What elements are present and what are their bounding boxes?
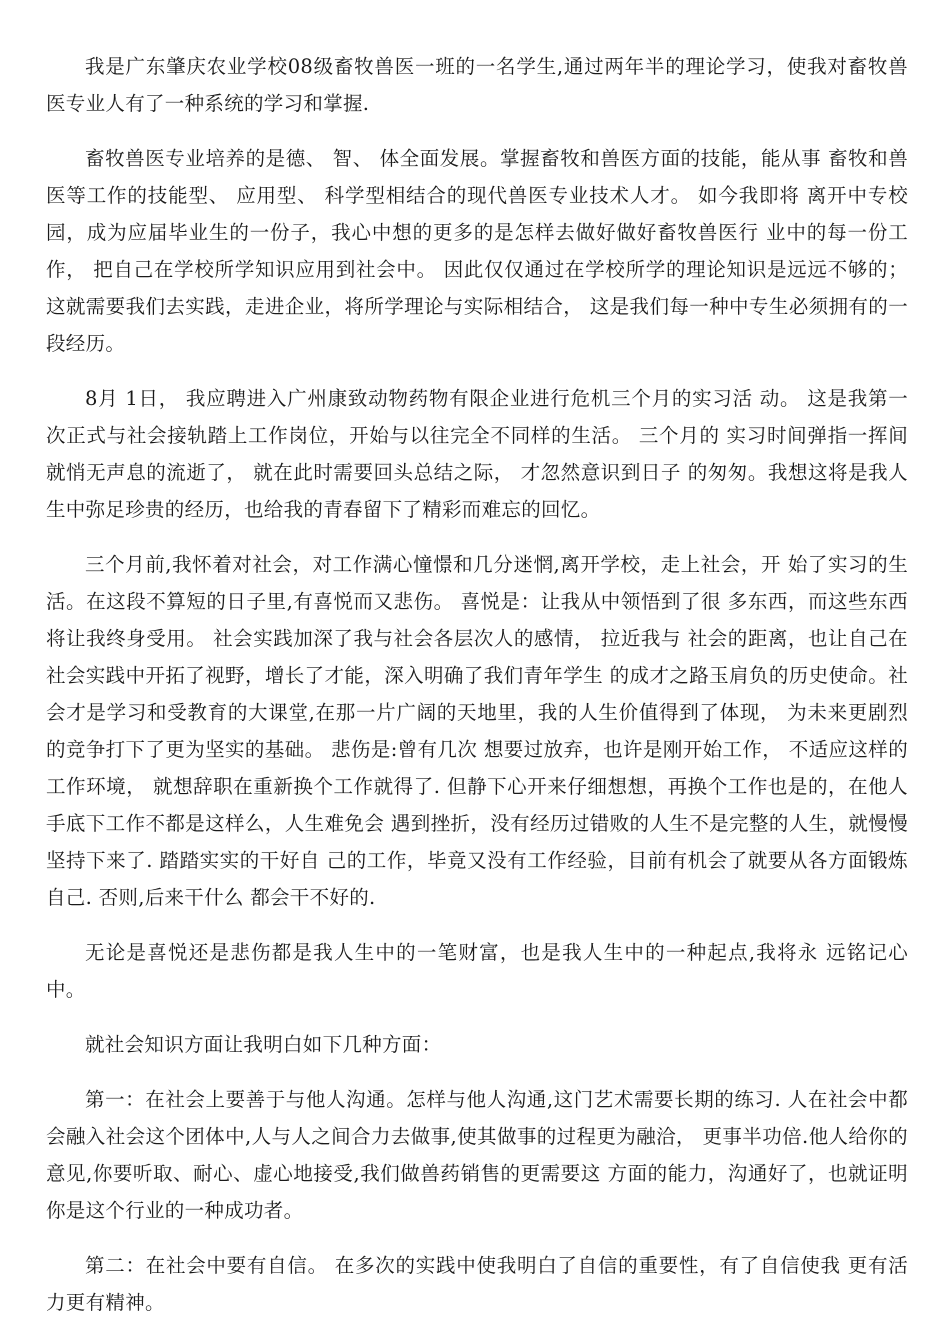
paragraph-point-two-confidence: 第二：在社会中要有自信。 在多次的实践中使我明白了自信的重要性，有了自信使我 更有活力更有精神。 xyxy=(46,1254,908,1314)
paragraph-internship-start: 8月 1日， 我应聘进入广州康致动物药物有限企业进行危机三个月的实习活 动。 这是我第一次正式与社会接轨踏上工作岗位，开始与以往完全不同样的生活。 三个月的 实习时间弹指一挥间就悄无声息的流逝了， 就在此时需要回头总结之际， 才忽然意识到日子 的匆匆。我想这将是我人生中弥足珍贵的经历，也给我的青春留下了精彩而难忘的回忆。 xyxy=(46,387,908,521)
paragraph-social-knowledge-intro: 就社会知识方面让我明白如下几种方面： xyxy=(85,1033,442,1056)
document-page xyxy=(46,48,908,1339)
paragraph-introduction: 我是广东肇庆农业学校08级畜牧兽医一班的一名学生,通过两年半的理论学习，使我对畜牧兽医专业人有了一种系统的学习和掌握. xyxy=(46,55,908,115)
paragraph-major-training: 畜牧兽医专业培养的是德、 智、 体全面发展。掌握畜牧和兽医方面的技能，能从事 畜牧和兽医等工作的技能型、 应用型、 科学型相结合的现代兽医专业技术人才。 如今我即将 离开中专校园，成为应届毕业生的一份子，我心中想的更多的是怎样去做好做好畜牧兽医行 业中的每一份工作， 把自己在学校所学知识应用到社会中。 因此仅仅通过在学校所学的理论知识是远远不够的；这就需要我们去实践，走进企业，将所学理论与实际相结合， 这是我们每一种中专生必须拥有的一段经历。 xyxy=(46,147,908,355)
paragraph-wealth: 无论是喜悦还是悲伤都是我人生中的一笔财富，也是我人生中的一种起点,我将永 远铭记心中。 xyxy=(46,941,908,1001)
paragraph-joy-and-sorrow: 三个月前,我怀着对社会，对工作满心憧憬和几分迷惘,离开学校，走上社会，开 始了实习的生活。在这段不算短的日子里,有喜悦而又悲伤。 喜悦是：让我从中领悟到了很 多东西，而这些东西将让我终身受用。 社会实践加深了我与社会各层次人的感情， 拉近我与 社会的距离，也让自己在社会实践中开拓了视野，增长了才能，深入明确了我们青年学生 的成才之路玉肩负的历史使命。社会才是学习和受教育的大课堂,在那一片广阔的天地里，我的人生价值得到了体现， 为未来更剧烈的竞争打下了更为坚实的基础。 悲伤是:曾有几次 想要过放弃，也许是刚开始工作， 不适应这样的工作环境， 就想辞职在重新换个工作就得了. 但静下心开来仔细想想，再换个工作也是的，在他人手底下工作不都是这样么，人生难免会 遇到挫折，没有经历过错败的人生不是完整的人生，就慢慢坚持下来了. 踏踏实实的干好自 己的工作，毕竟又没有工作经验，目前有机会了就要从各方面锻炼自己. 否则,后来干什么 都会干不好的. xyxy=(46,553,908,909)
paragraph-point-one-communication: 第一：在社会上要善于与他人沟通。怎样与他人沟通,这门艺术需要长期的练习. 人在社会中都会融入社会这个团体中,人与人之间合力去做事,使其做事的过程更为融洽， 更事半功倍.他人给你的意见,你要听取、耐心、虚心地接受,我们做兽药销售的更需要这 方面的能力，沟通好了，也就证明你是这个行业的一种成功者。 xyxy=(46,1088,908,1222)
